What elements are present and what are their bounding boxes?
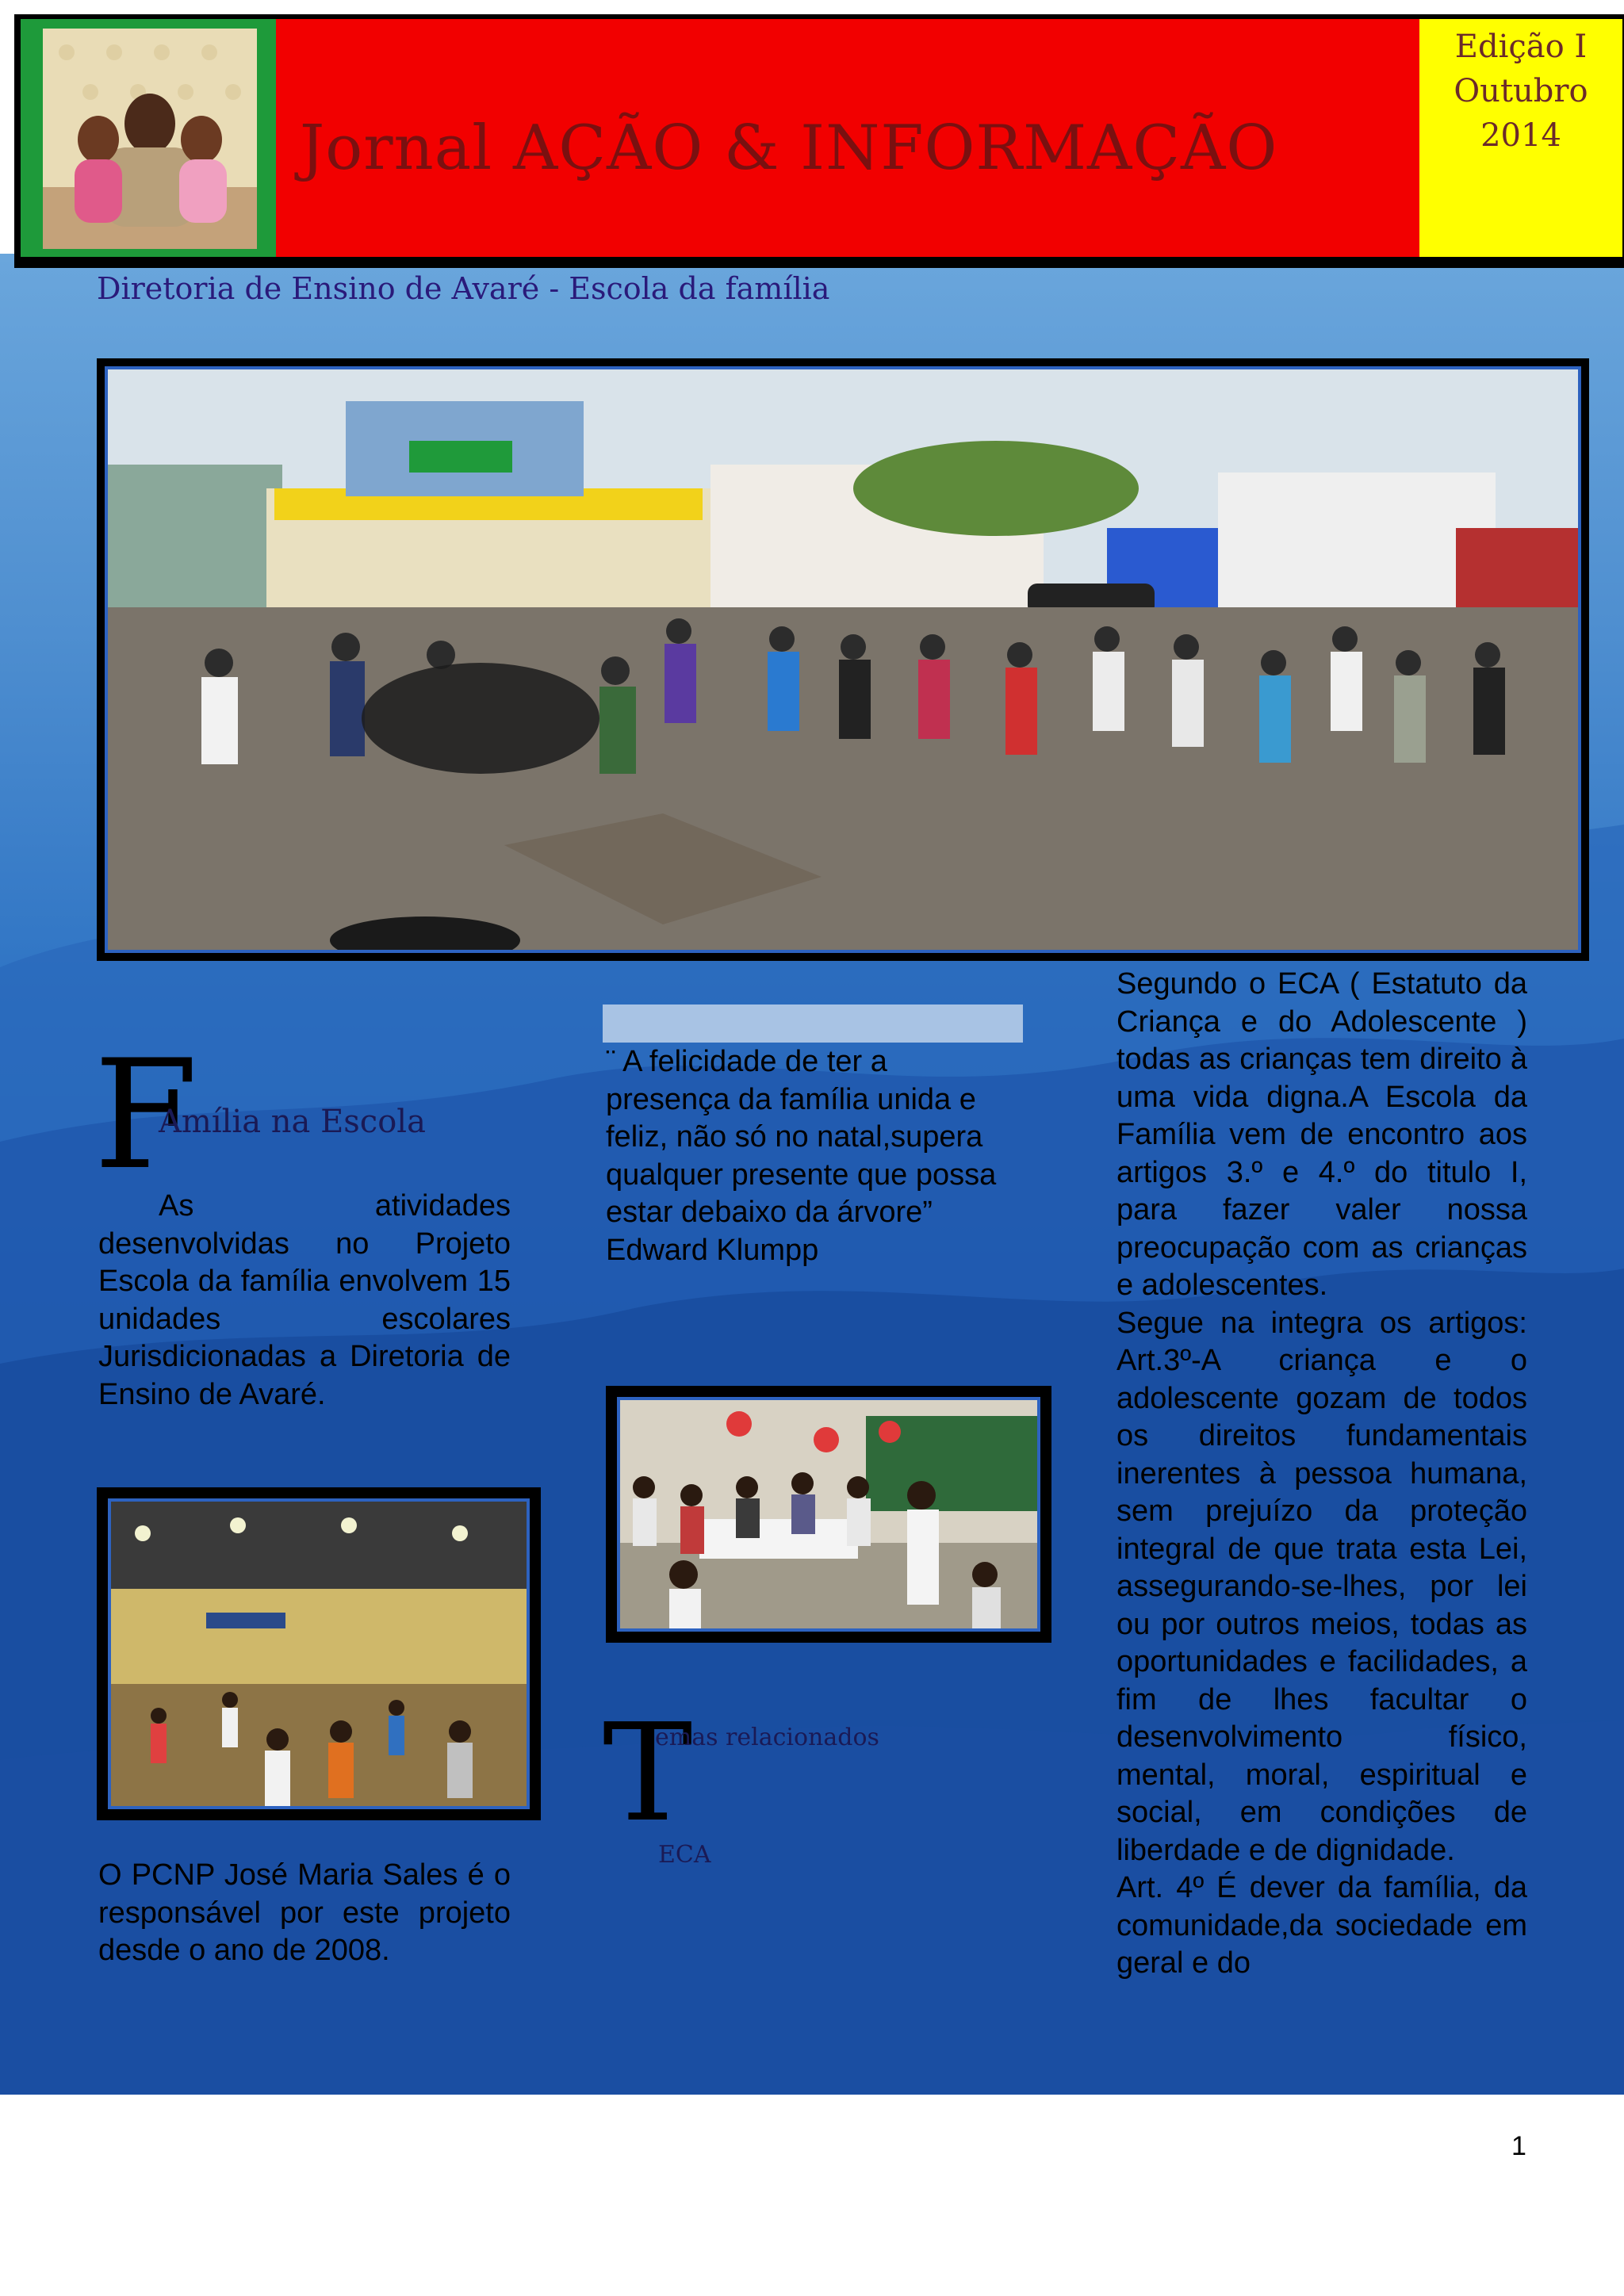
related-topics-heading: emas relacionados (655, 1724, 879, 1751)
page-number: 1 (1511, 2131, 1526, 2161)
dropcap-f: F (94, 1027, 198, 1203)
pcnp-text: O PCNP José Maria Sales é o responsável por este projeto desde o ano de 2008. (98, 1858, 511, 1967)
dropcap-t: T (603, 1695, 693, 1852)
column1-paragraph2 (98, 1857, 511, 1970)
section-heading-familia: Amília na Escola (159, 1104, 426, 1140)
masthead-subtitle: Diretoria de Ensino de Avaré - Escola da família (97, 271, 830, 306)
quote-highlight-bar (603, 1004, 1023, 1043)
family-photo (43, 29, 257, 249)
edition-month: Outubro (1454, 73, 1588, 109)
title-banner (276, 19, 1427, 257)
main-photo-frame (97, 358, 1589, 961)
gym-photo-frame (97, 1487, 541, 1820)
column1-paragraph1 (98, 1188, 511, 1414)
eca-article-4-text: Art. 4º É dever da família, da comunidade,da sociedade em geral e do (1116, 1871, 1527, 1980)
eca-article-3-text: Segue na integra os artigos: Art.3º-A criança e o adolescente gozam de todos os direitos fundamentais inerentes à pessoa humana, sem prejuízo da proteção integral de que trata esta Lei, assegurando-se-lhes, por lei ou por outros meios, todas as oportunidades e facilidades, a fim de lhes facultar o desenvolvimento físico, mental, moral, espiritual e social, em condições de liberdade e de dignidade. (1116, 1306, 1527, 1867)
eca-intro-text: Segundo o ECA ( Estatuto da Criança e do Adolescente ) todas as crianças tem direito à uma vida digna.A Escola da Família vem de encontro aos artigos 3.º e 4.º do titulo I, para fazer valer nossa preocupação com as crianças e adolescentes. (1116, 967, 1527, 1302)
related-topic-eca[interactable]: ECA (658, 1841, 711, 1869)
gymnasium-activity-photo (108, 1498, 530, 1809)
familia-intro-text: As atividades desenvolvidas no Projeto Escola da família envolvem 15 unidades escolares Jurisdicionadas a Diretoria de Ensino de Avaré. (98, 1189, 511, 1411)
edition-box (1419, 19, 1622, 257)
column3-text (1116, 966, 1527, 1983)
newspaper-title: Jornal AÇÃO & INFORMAÇÃO (300, 113, 1278, 184)
street-group-activity-photo (105, 366, 1581, 953)
masthead (14, 14, 1624, 268)
edition-year: 2014 (1480, 117, 1561, 154)
quote-text: ¨ A felicidade de ter a presença da família unida e feliz, não só no natal,supera qualquer presente que possa estar debaixo da árvore” Edward Klumpp (606, 1045, 997, 1267)
meeting-photo-frame (606, 1386, 1051, 1643)
masthead-photo-frame (21, 19, 277, 257)
column2-quote (606, 1043, 1018, 1269)
classroom-meeting-photo (617, 1397, 1040, 1632)
edition-number: Edição I (1454, 29, 1588, 65)
